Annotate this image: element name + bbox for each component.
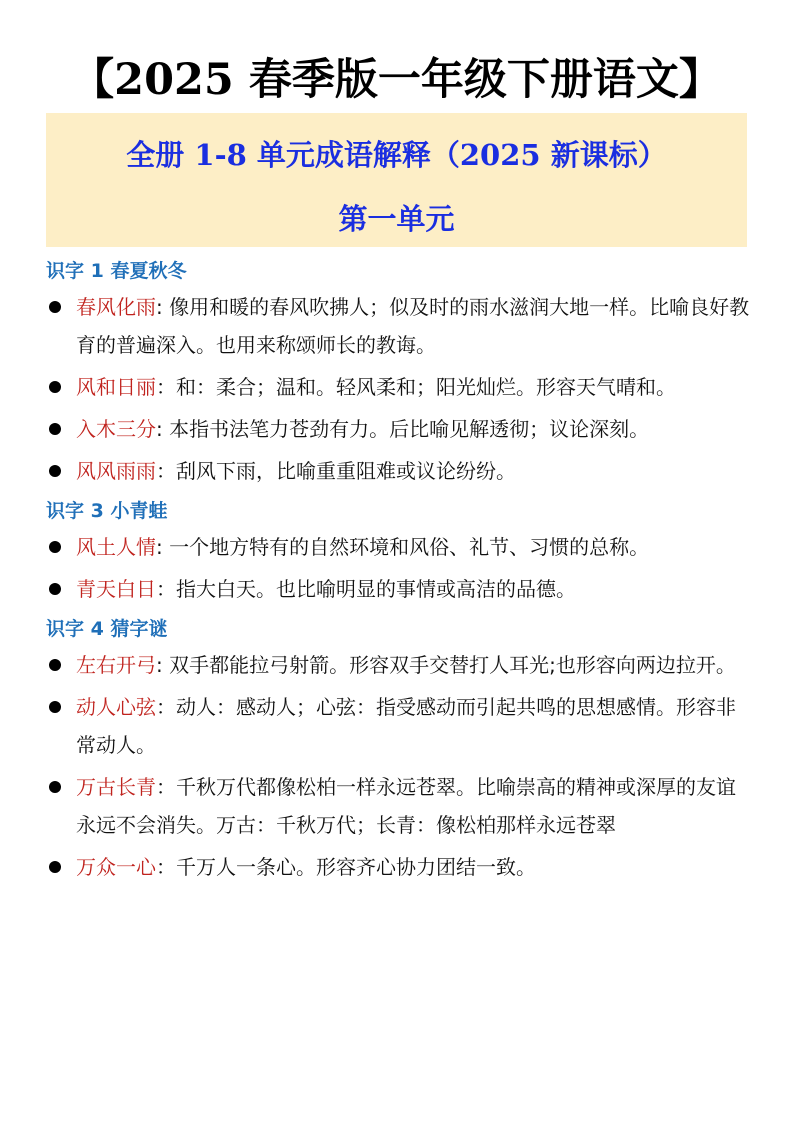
section-heading: 识字 3 小青蛙 xyxy=(46,500,168,522)
bullet-icon xyxy=(49,301,61,313)
bullet-icon xyxy=(49,465,61,477)
section-lesson-4 xyxy=(46,612,751,886)
section-lesson-3 xyxy=(46,494,751,608)
idiom-entry xyxy=(46,368,751,406)
idiom-entry xyxy=(46,288,751,364)
idiom-term: 风风雨雨 xyxy=(76,459,156,483)
idiom-definition: ：刮风下雨，比喻重重阻难或议论纷纷。 xyxy=(156,459,516,483)
idiom-term: 春风化雨 xyxy=(76,295,156,319)
idiom-definition: ：千万人一条心。形容齐心协力团结一致。 xyxy=(156,855,536,879)
idiom-definition: : 双手都能拉弓射箭。形容双手交替打人耳光;也形容向两边拉开。 xyxy=(156,653,736,677)
idiom-term: 风和日丽 xyxy=(76,375,156,399)
bullet-icon xyxy=(49,423,61,435)
bullet-icon xyxy=(49,781,61,793)
section-heading: 识字 4 猜字谜 xyxy=(46,618,168,640)
idiom-term: 入木三分 xyxy=(76,417,156,441)
idiom-entry xyxy=(46,688,751,764)
section-lesson-1 xyxy=(46,254,751,490)
bullet-icon xyxy=(49,861,61,873)
idiom-definition: ：动人：感动人；心弦：指受感动而引起共鸣的思想感情。形容非常动人。 xyxy=(76,695,736,757)
idiom-definition: ：指大白天。也比喻明显的事情或高洁的品德。 xyxy=(156,577,576,601)
idiom-term: 动人心弦 xyxy=(76,695,156,719)
idiom-entry xyxy=(46,452,751,490)
title-banner xyxy=(46,113,747,247)
idiom-definition: : 一个地方特有的自然环境和风俗、礼节、习惯的总称。 xyxy=(156,535,650,559)
idiom-entry xyxy=(46,848,751,886)
bullet-icon xyxy=(49,583,61,595)
idiom-definition: ：千秋万代都像松柏一样永远苍翠。比喻崇高的精神或深厚的友谊永远不会消失。万古：千秋万代；长青：像松柏那样永远苍翠 xyxy=(76,775,736,837)
banner-subtitle: 全册 1-8 单元成语解释（2025 新课标） xyxy=(126,138,667,172)
bullet-icon xyxy=(49,701,61,713)
bullet-icon xyxy=(49,541,61,553)
idiom-definition: : 本指书法笔力苍劲有力。后比喻见解透彻；议论深刻。 xyxy=(156,417,650,441)
idiom-entry xyxy=(46,646,751,684)
unit-title: 第一单元 xyxy=(338,202,455,236)
idiom-list xyxy=(46,254,751,890)
idiom-entry xyxy=(46,528,751,566)
idiom-entry xyxy=(46,570,751,608)
idiom-term: 左右开弓 xyxy=(76,653,156,677)
idiom-term: 万众一心 xyxy=(76,855,156,879)
section-heading: 识字 1 春夏秋冬 xyxy=(46,260,187,282)
bullet-icon xyxy=(49,659,61,671)
idiom-definition: ：和：柔合；温和。轻风柔和；阳光灿烂。形容天气晴和。 xyxy=(156,375,676,399)
idiom-term: 万古长青 xyxy=(76,775,156,799)
idiom-entry xyxy=(46,410,751,448)
idiom-term: 青天白日 xyxy=(76,577,156,601)
idiom-term: 风土人情 xyxy=(76,535,156,559)
page-title: 【2025 春季版一年级下册语文】 xyxy=(71,55,722,105)
bullet-icon xyxy=(49,381,61,393)
idiom-entry xyxy=(46,768,751,844)
idiom-definition: : 像用和暖的春风吹拂人；似及时的雨水滋润大地一样。比喻良好教育的普遍深入。也用来称颂师长的教诲。 xyxy=(76,295,750,357)
